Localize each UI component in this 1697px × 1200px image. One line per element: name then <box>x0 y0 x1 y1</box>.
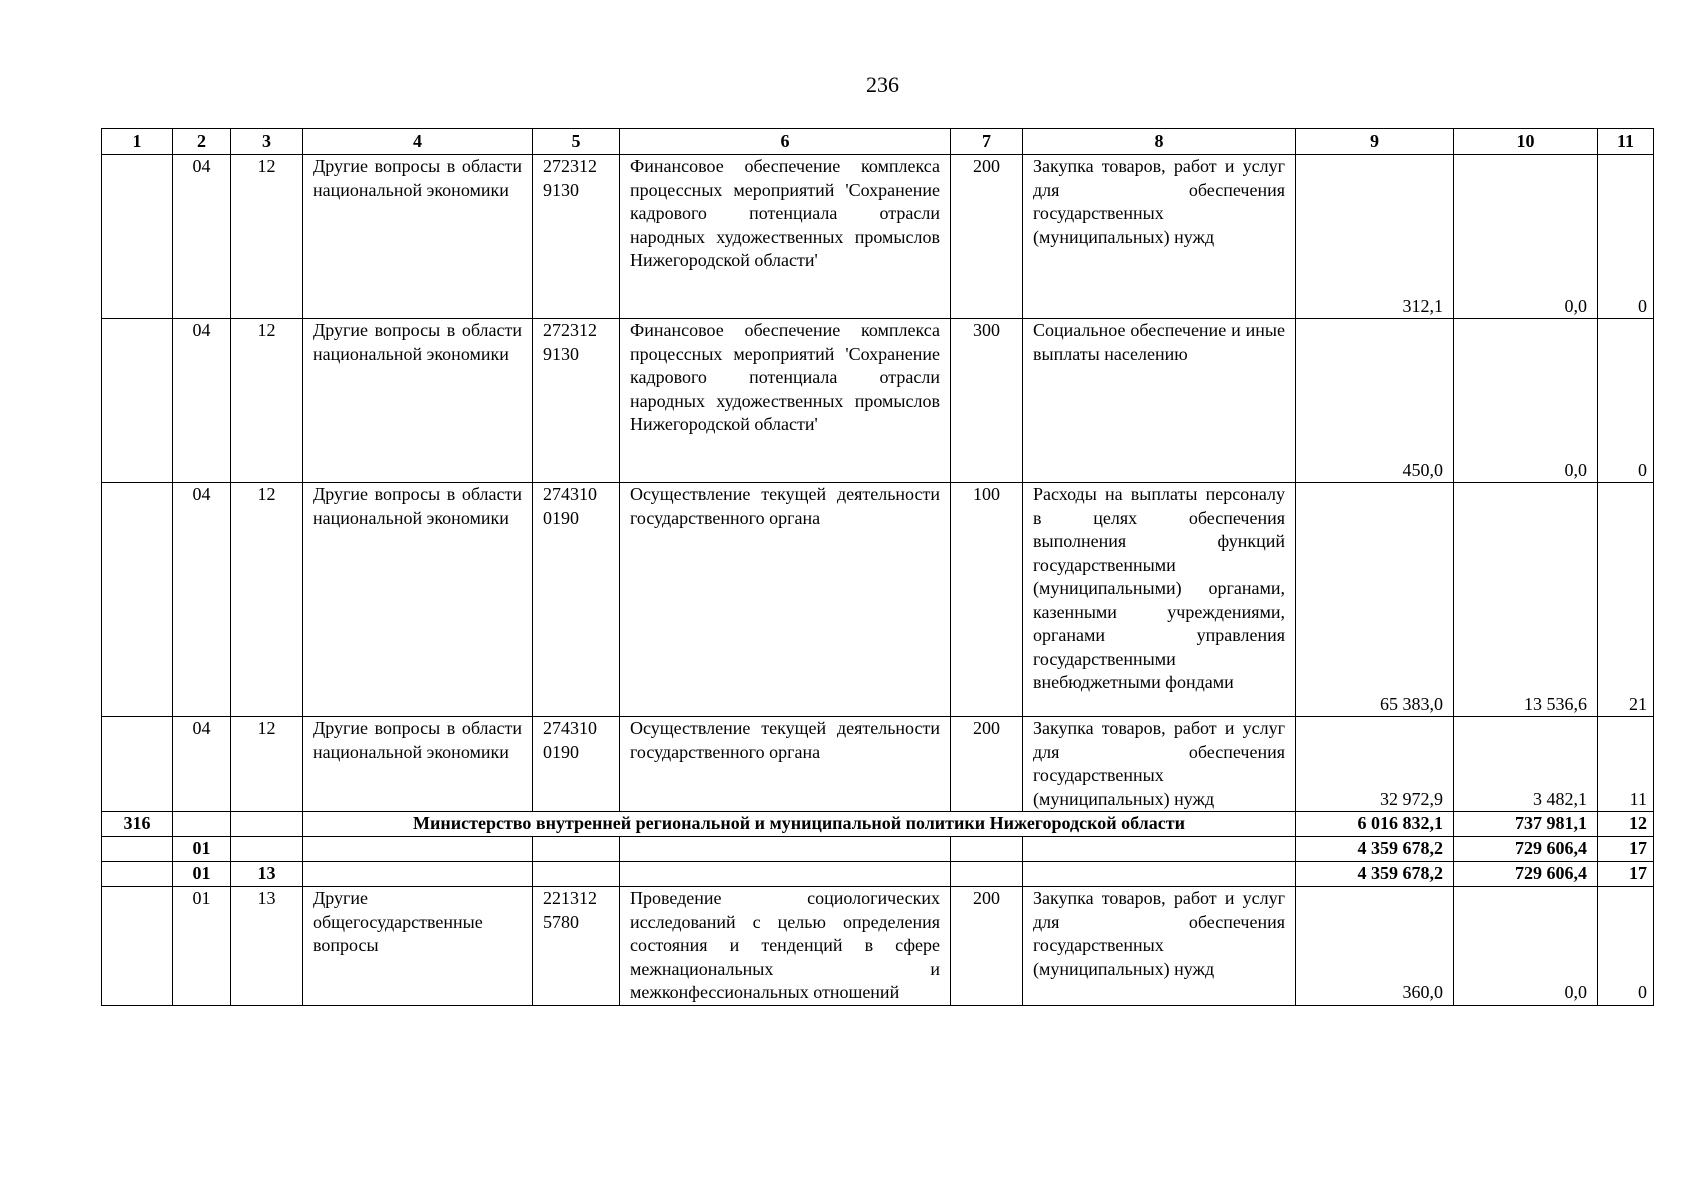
ministry-name: Министерство внутренней региональной и муниципальной политики Нижегородской области <box>303 812 1296 837</box>
table-cell: 21 <box>1598 483 1654 717</box>
table-cell: 3 482,1 <box>1454 717 1598 812</box>
budget-table <box>101 128 1654 1006</box>
table-cell <box>620 862 951 887</box>
table-cell <box>102 887 173 1006</box>
column-header: 5 <box>533 129 620 155</box>
table-cell: 01 <box>173 887 231 1006</box>
table-cell: 312,1 <box>1296 155 1454 319</box>
table-cell <box>1023 837 1296 862</box>
column-header: 2 <box>173 129 231 155</box>
table-row <box>102 887 1654 1006</box>
column-header: 7 <box>951 129 1023 155</box>
table-cell: 737 981,1 <box>1454 812 1598 837</box>
table-cell: 0,0 <box>1454 155 1598 319</box>
table-cell: 13 <box>231 887 303 1006</box>
table-cell: 12 <box>231 483 303 717</box>
table-cell <box>102 319 173 483</box>
table-row <box>102 717 1654 812</box>
table-cell: 4 359 678,2 <box>1296 862 1454 887</box>
ministry-row <box>102 812 1654 837</box>
column-header: 10 <box>1454 129 1598 155</box>
table-cell: Другие общегосударственные вопросы <box>303 887 533 1006</box>
table-cell: 0 <box>1598 155 1654 319</box>
table-cell: 12 <box>1598 812 1654 837</box>
table-cell: Другие вопросы в области национальной экономики <box>303 483 533 717</box>
table-cell: 200 <box>951 887 1023 1006</box>
table-cell: 65 383,0 <box>1296 483 1454 717</box>
table-cell: 32 972,9 <box>1296 717 1454 812</box>
table-cell <box>620 837 951 862</box>
table-cell <box>533 837 620 862</box>
table-cell: 11 <box>1598 717 1654 812</box>
table-cell: Расходы на выплаты персоналу в целях обеспечения выполнения функций государственными (муниципальными) органами, казенными учреждениями, органами управления государственными внебюджетными фондами <box>1023 483 1296 717</box>
table-cell <box>951 837 1023 862</box>
table-cell: 4 359 678,2 <box>1296 837 1454 862</box>
table-cell <box>231 812 303 837</box>
table-cell: 17 <box>1598 862 1654 887</box>
table-cell: Закупка товаров, работ и услуг для обеспечения государственных (муниципальных) нужд <box>1023 717 1296 812</box>
table-cell <box>102 483 173 717</box>
table-cell: 12 <box>231 717 303 812</box>
table-cell: 360,0 <box>1296 887 1454 1006</box>
column-header: 11 <box>1598 129 1654 155</box>
table-cell: 01 <box>173 837 231 862</box>
table-cell: Закупка товаров, работ и услуг для обеспечения государственных (муниципальных) нужд <box>1023 887 1296 1006</box>
table-cell: 0 <box>1598 887 1654 1006</box>
table-row <box>102 483 1654 717</box>
table-cell: 221312 5780 <box>533 887 620 1006</box>
table-cell: 01 <box>173 862 231 887</box>
table-cell: 6 016 832,1 <box>1296 812 1454 837</box>
table-cell <box>303 862 533 887</box>
table-cell: Социальное обеспечение и иные выплаты населению <box>1023 319 1296 483</box>
table-cell: Финансовое обеспечение комплекса процессных мероприятий 'Сохранение кадрового потенциала отрасли народных художественных промыслов Нижегородской области' <box>620 319 951 483</box>
table-cell: 729 606,4 <box>1454 837 1598 862</box>
table-cell: Осуществление текущей деятельности государственного органа <box>620 717 951 812</box>
table-cell <box>533 862 620 887</box>
table-cell: 04 <box>173 319 231 483</box>
table-cell: Закупка товаров, работ и услуг для обеспечения государственных (муниципальных) нужд <box>1023 155 1296 319</box>
table-cell: 12 <box>231 155 303 319</box>
table-cell <box>951 862 1023 887</box>
column-header: 9 <box>1296 129 1454 155</box>
section-row <box>102 837 1654 862</box>
table-cell <box>1023 862 1296 887</box>
table-cell <box>102 155 173 319</box>
table-cell: 13 536,6 <box>1454 483 1598 717</box>
table-cell: 12 <box>231 319 303 483</box>
table-cell <box>102 837 173 862</box>
table-cell: 272312 9130 <box>533 319 620 483</box>
column-header: 8 <box>1023 129 1296 155</box>
table-row <box>102 155 1654 319</box>
table-cell: Другие вопросы в области национальной экономики <box>303 717 533 812</box>
table-cell: 200 <box>951 717 1023 812</box>
table-cell <box>303 837 533 862</box>
table-cell: 13 <box>231 862 303 887</box>
table-row <box>102 319 1654 483</box>
column-header: 1 <box>102 129 173 155</box>
table-cell <box>102 862 173 887</box>
table-cell: 300 <box>951 319 1023 483</box>
table-cell: 04 <box>173 155 231 319</box>
column-header: 6 <box>620 129 951 155</box>
table-cell: 04 <box>173 483 231 717</box>
table-cell: 0,0 <box>1454 319 1598 483</box>
table-cell: Финансовое обеспечение комплекса процессных мероприятий 'Сохранение кадрового потенциала отрасли народных художественных промыслов Нижегородской области' <box>620 155 951 319</box>
column-header: 3 <box>231 129 303 155</box>
table-cell: Другие вопросы в области национальной экономики <box>303 155 533 319</box>
page-number: 236 <box>866 72 899 97</box>
table-cell: 272312 9130 <box>533 155 620 319</box>
table-cell: 100 <box>951 483 1023 717</box>
table-cell: 274310 0190 <box>533 483 620 717</box>
table-cell: Другие вопросы в области национальной экономики <box>303 319 533 483</box>
table-cell: 450,0 <box>1296 319 1454 483</box>
table-cell <box>102 717 173 812</box>
table-cell: 316 <box>102 812 173 837</box>
table-cell: Осуществление текущей деятельности государственного органа <box>620 483 951 717</box>
table-cell <box>231 837 303 862</box>
table-cell <box>173 812 231 837</box>
table-cell: 729 606,4 <box>1454 862 1598 887</box>
table-cell: 04 <box>173 717 231 812</box>
table-cell: 200 <box>951 155 1023 319</box>
section-row <box>102 862 1654 887</box>
table-cell: 0,0 <box>1454 887 1598 1006</box>
column-header: 4 <box>303 129 533 155</box>
table-cell: 274310 0190 <box>533 717 620 812</box>
table-cell: 0 <box>1598 319 1654 483</box>
table-cell: 17 <box>1598 837 1654 862</box>
header-row <box>102 129 1654 155</box>
table-cell: Проведение социологических исследований с целью определения состояния и тенденций в сфере межнациональных и межконфессиональных отношений <box>620 887 951 1006</box>
